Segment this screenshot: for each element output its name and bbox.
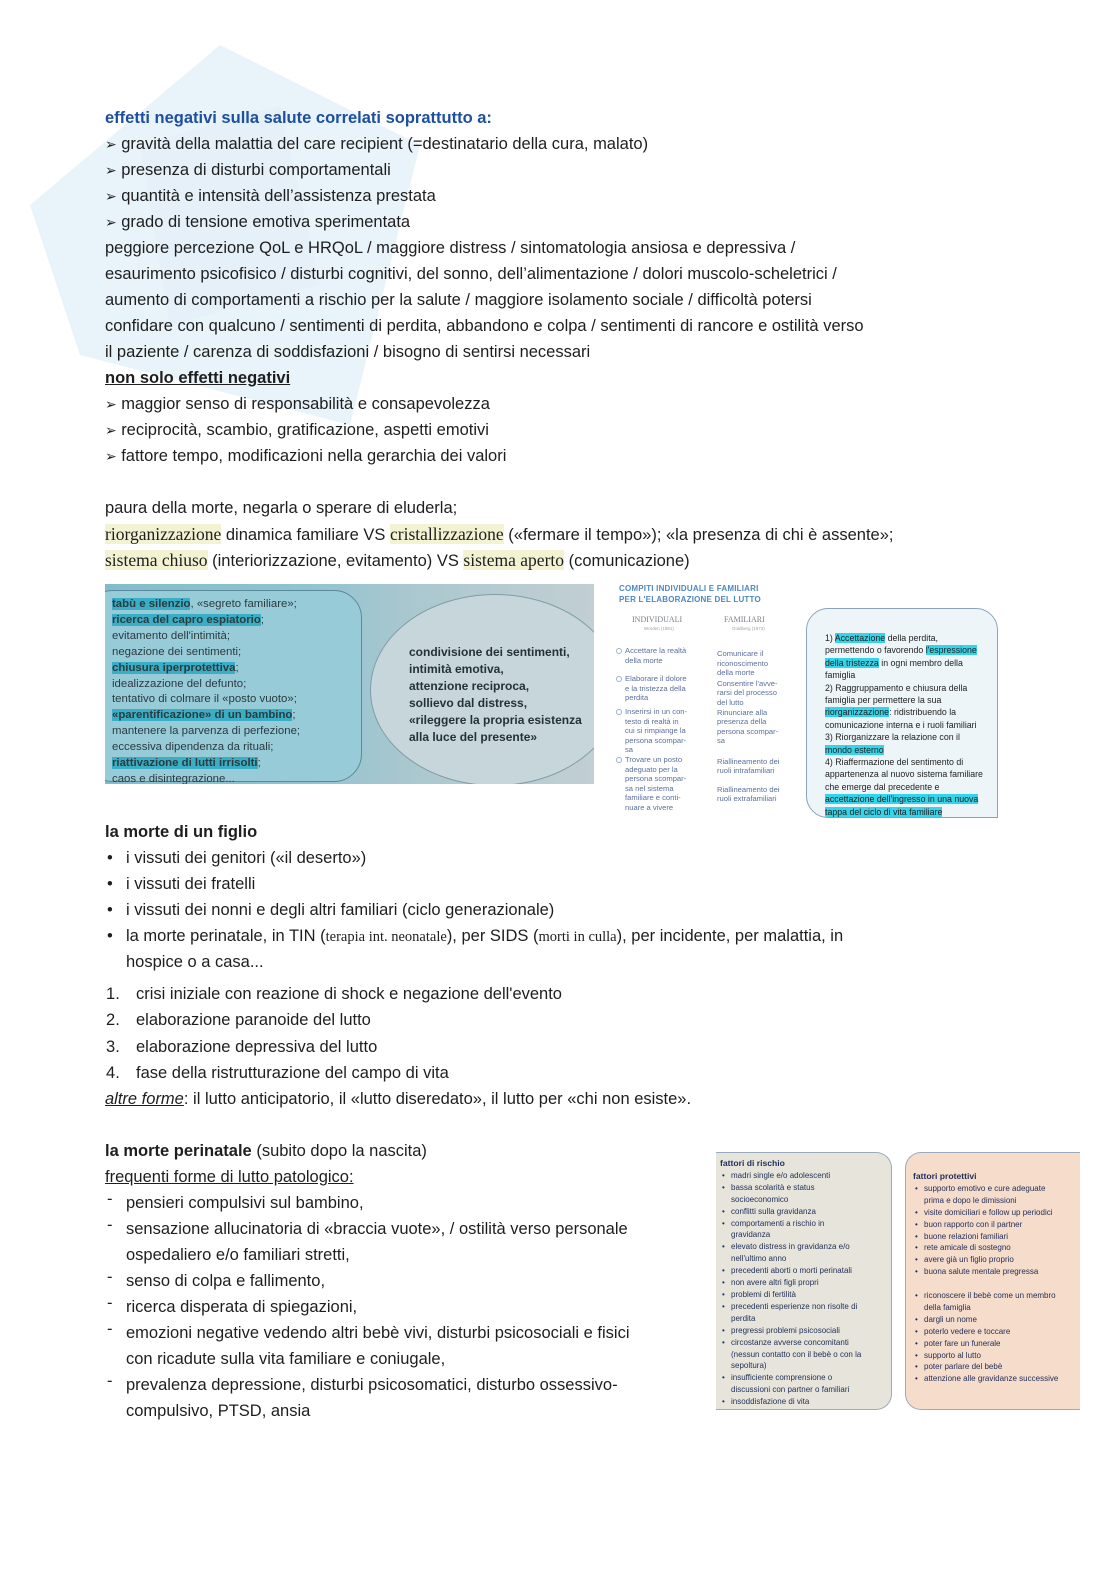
factor-item (720, 1372, 891, 1396)
item-line: testo di realtà in (625, 716, 679, 726)
item-line: con ricadute sulla vita familiare e coniugale, (126, 1350, 446, 1368)
paragraph-line: aumento di comportamenti a rischio per la salute / maggiore isolamento sociale / difficoltà potersi (105, 291, 812, 309)
task-item (717, 649, 779, 678)
grief-tasks-table-image (612, 584, 805, 818)
list-item: • i vissuti dei genitori («il deserto») (105, 845, 843, 871)
individual-tasks-column (625, 646, 687, 813)
item-line: • pregressi problemi psicosociali (731, 1325, 840, 1335)
item-line: socioeconomico (731, 1194, 789, 1204)
item-line: discussioni con partner o familiari (731, 1385, 850, 1395)
protective-factors-list (913, 1183, 1080, 1278)
other-forms-line (105, 1086, 691, 1112)
text-segment: ), per SIDS ( (446, 927, 539, 945)
item-line: persona scompar- (625, 735, 687, 745)
factor-item (720, 1277, 891, 1289)
item-line: persona scompar- (717, 726, 779, 736)
box-line: famiglia per permettere la sua (825, 695, 942, 706)
item-line: Riallineamento dei (717, 784, 780, 794)
closed-system-line: negazione dei sentimenti; (112, 645, 242, 658)
item-line: della morte (625, 655, 663, 665)
item-line: • poter parlare del bebè (924, 1362, 1003, 1372)
open-system-line: attenzione reciproca, (409, 679, 530, 693)
list-item (105, 1190, 630, 1216)
section-heading (105, 1138, 630, 1164)
box-line: che emerge dal precedente e (825, 781, 940, 792)
table-title: PER L'ELABORAZIONE DEL LUTTO (619, 595, 761, 604)
item-line: perdita (731, 1313, 756, 1323)
factor-item (720, 1241, 891, 1265)
family-system-line (105, 547, 893, 573)
text-segment: ; (257, 757, 261, 770)
item-line: Consentire l'avve- (717, 678, 778, 688)
item-line (126, 923, 843, 949)
closed-system-line (112, 613, 361, 629)
text-segment: morti in culla (538, 929, 617, 945)
text-segment: permettendo o favorendo (825, 645, 926, 656)
item-line: - emozioni negative vedendo altri bebè vivi, disturbi psicosociali e fisici (126, 1324, 630, 1342)
text-segment: ), per incidente, per malattia, in (616, 927, 844, 945)
factor-item (913, 1183, 1080, 1207)
task-item (625, 707, 687, 755)
task-item (717, 708, 779, 746)
family-tasks-column (717, 649, 779, 804)
factor-item (720, 1325, 891, 1337)
item-line: - senso di colpa e fallimento, (126, 1272, 326, 1290)
box-line: comunicazione interna e i ruoli familiari (825, 719, 977, 730)
item-line: Rinunciare alla (717, 707, 768, 717)
item-line: • insufficiente comprensione o (731, 1373, 833, 1383)
item-line: ruoli extrafamiliari (717, 794, 777, 804)
task-item (717, 785, 779, 804)
column-citation: Goldberg (1973) (732, 626, 765, 631)
item-line: - prevalenza depressione, disturbi psicosomatici, disturbo ossessivo- (126, 1376, 618, 1394)
item-line: sa (625, 745, 634, 755)
column-citation: Worden (1991) (644, 626, 674, 631)
list-item (105, 1320, 630, 1372)
list-item (105, 1268, 630, 1294)
item-line: della famiglia (924, 1302, 971, 1312)
list-item: ➢ fattore tempo, modificazioni nella gerarchia dei valori (105, 443, 893, 469)
item-line: cui si rimpiange la (625, 726, 686, 736)
text-segment: (interiorizzazione, evitamento) VS (207, 552, 464, 570)
column-header: INDIVIDUALI (632, 615, 683, 624)
heading-note: (subito dopo la nascita) (251, 1142, 427, 1160)
text-segment: ; (235, 661, 239, 674)
list-item: ➢ presenza di disturbi comportamentali (105, 157, 893, 183)
text-segment: dinamica familiare VS (221, 526, 391, 544)
item-line: Riallineamento dei (717, 756, 780, 766)
open-system-line: alla luce del presente» (409, 730, 538, 744)
factor-item (913, 1207, 1080, 1219)
item-line: - pensieri compulsivi sul bambino, (126, 1194, 364, 1212)
highlighted-text: della tristezza (825, 657, 879, 668)
grief-phases-list (105, 981, 691, 1112)
highlighted-text: mondo esterno (825, 744, 884, 755)
item-line: • conflitti sulla gravidanza (731, 1206, 816, 1216)
closed-system-panel (105, 590, 362, 782)
item-line: ospedaliero e/o familiari stretti, (126, 1246, 350, 1264)
text-segment: della perdita, (885, 633, 938, 643)
item-line: • insoddisfazione di vita (731, 1397, 810, 1407)
box-line (825, 644, 997, 656)
list-item: ➢ gravità della malattia del care recipient (=destinatario della cura, malato) (105, 131, 893, 157)
factor-item (913, 1314, 1080, 1326)
paragraph-line: peggiore percezione QoL e HRQoL / maggiore distress / sintomatologia ansiosa e depressiva / (105, 239, 796, 257)
highlighted-text: Accettazione (834, 633, 886, 643)
item-line: • bassa scolarità e status (731, 1182, 815, 1192)
box-line: 3) Riorganizzare la relazione con il (825, 732, 960, 743)
list-item: ➢ quantità e intensità dell’assistenza prestata (105, 183, 893, 209)
heading-text: la morte perinatale (105, 1142, 252, 1160)
factor-item (913, 1231, 1080, 1243)
highlighted-text: riattivazione di lutti irrisolti (112, 757, 258, 770)
item-line: • dargli un nome (924, 1314, 977, 1324)
closed-system-line (112, 597, 361, 613)
highlighted-text: ricerca del capro espiatorio (112, 613, 261, 626)
open-system-line: sollievo dal distress, (409, 696, 528, 710)
closed-system-line: idealizzazione del defunto; (112, 677, 247, 690)
closed-system-line: mantenere la parvenza di perfezione; (112, 725, 301, 738)
item-line: • buona salute mentale pregressa (924, 1267, 1039, 1277)
item-line: perdita (625, 693, 649, 703)
item-line: • precedenti esperienze non risolte di (731, 1301, 858, 1311)
highlighted-text: accettazione dell'ingresso in una nuova (825, 794, 979, 805)
item-line: sa (717, 736, 726, 746)
factor-item (720, 1265, 891, 1277)
paragraph-line: confidare con qualcuno / sentimenti di perdita, abbandono e colpa / sentimenti di rancore e ostilità verso (105, 317, 864, 335)
list-item: • i vissuti dei nonni e degli altri familiari (ciclo generazionale) (105, 897, 843, 923)
other-forms-label: altre forme (105, 1090, 184, 1109)
open-system-ellipse (370, 594, 594, 784)
highlighted-term: sistema chiuso (105, 550, 208, 570)
highlighted-text: l'espressione (925, 645, 977, 656)
section-heading: effetti negativi sulla salute correlati soprattutto a: (105, 109, 492, 127)
list-item (105, 1372, 630, 1424)
text-segment: in ogni membro della (878, 657, 963, 668)
item-line: • visite domiciliari e follow up periodici (924, 1207, 1053, 1217)
item-line: • buone relazioni familiari (924, 1231, 1009, 1241)
item-line: • problemi di fertilità (731, 1289, 796, 1299)
item-line: adeguato per la (625, 764, 678, 774)
closed-system-line (112, 708, 361, 724)
paragraph-line: esaurimento psicofisico / disturbi cognitivi, del sonno, dell’alimentazione / dolori muscolo-scheletrici / (105, 265, 837, 283)
protective-factors-panel (905, 1152, 1080, 1410)
list-item: ➢ maggior senso di responsabilità e consapevolezza (105, 391, 893, 417)
item-line: • buon rapporto con il partner (924, 1219, 1023, 1229)
child-death-section (105, 819, 843, 975)
text-segment: 1) (825, 633, 835, 643)
family-dynamics-line (105, 521, 893, 547)
item-line: del lutto (717, 697, 744, 707)
factor-item (720, 1206, 891, 1218)
text-segment: (comunicazione) (564, 552, 690, 570)
factor-item (913, 1266, 1080, 1278)
item-line: prima e dopo le dimissioni (924, 1195, 1017, 1205)
factor-item (913, 1254, 1080, 1266)
highlighted-text: «parentificazione» di un bambino (112, 709, 293, 722)
text-segment: la morte perinatale, in TIN ( (126, 927, 326, 945)
item-line: ruoli intrafamiliari (717, 766, 775, 776)
slide-photo-family-grief (105, 584, 594, 784)
factor-item (913, 1373, 1080, 1385)
box-line (825, 744, 997, 756)
text-segment: ; (260, 613, 264, 626)
factor-item (720, 1337, 891, 1373)
item-line: • non avere altri figli propri (731, 1278, 819, 1288)
list-item: crisi iniziale con reazione di shock e negazione dell'evento (136, 985, 562, 1003)
subsection-heading: frequenti forme di lutto patologico: (105, 1168, 354, 1186)
item-line: e la tristezza della (625, 683, 686, 693)
item-line: • comportamenti a rischio in (731, 1218, 825, 1228)
box-line (825, 706, 997, 718)
item-line: • rete amicale di sostegno (924, 1243, 1011, 1253)
protective-factors-list (913, 1290, 1080, 1385)
highlighted-text: chiusura iperprotettiva (112, 661, 236, 674)
factor-item (720, 1218, 891, 1242)
paragraph-line: paura della morte, negarla o sperare di eluderla; (105, 499, 458, 517)
item-line: sepoltura) (731, 1361, 767, 1371)
list-item: ➢ reciprocità, scambio, gratificazione, aspetti emotivi (105, 417, 893, 443)
factor-item (913, 1326, 1080, 1338)
item-line: • precedenti aborti o morti perinatali (731, 1266, 852, 1276)
item-line: compulsivo, PTSD, ansia (126, 1402, 311, 1420)
family-tasks-box (806, 608, 998, 818)
item-line: - sensazione allucinatoria di «braccia vuote», / ostilità verso personale (126, 1220, 628, 1238)
list-item: • i vissuti dei fratelli (105, 871, 843, 897)
item-line: Comunicare il (717, 649, 764, 658)
box-line (825, 793, 997, 805)
list-item: ➢ grado di tensione emotiva sperimentata (105, 209, 893, 235)
text-segment: : ridistribuendo la (889, 707, 957, 718)
text-segment: : il lutto anticipatorio, il «lutto diseredato», il lutto per «chi non esiste». (183, 1090, 692, 1109)
task-item (625, 674, 687, 703)
highlighted-term: cristallizzazione (390, 524, 504, 544)
subsection-heading: non solo effetti negativi (105, 369, 291, 387)
highlighted-term: riorganizzazione (105, 524, 222, 544)
factor-item (720, 1182, 891, 1206)
item-line: (nessun contatto con il bebè o con la (731, 1349, 862, 1359)
box-line: 2) Raggruppamento e chiusura della (825, 682, 968, 693)
item-line: persona scompar- (625, 774, 687, 784)
item-line: Trovare un posto (625, 754, 683, 764)
text-segment: terapia int. neonatale (325, 929, 447, 945)
list-item (105, 923, 843, 975)
open-system-line: «rileggere la propria esistenza (409, 713, 582, 727)
table-title: COMPITI INDIVIDUALI E FAMILIARI (619, 584, 759, 593)
factor-item (913, 1338, 1080, 1350)
box-line: 4) Riaffermazione del sentimento di (825, 757, 964, 768)
closed-system-line (112, 756, 361, 772)
highlighted-text: tabù e silenzio (112, 598, 191, 610)
item-line: • madri single e/o adolescenti (731, 1170, 831, 1180)
box-line (825, 657, 997, 669)
text-segment: ; (292, 709, 296, 722)
list-item (105, 1216, 630, 1268)
factor-item (913, 1350, 1080, 1362)
highlighted-text: tappa del ciclo di vita familiare (825, 806, 943, 817)
factor-item (913, 1290, 1080, 1314)
item-line: sa nel sistema (625, 783, 674, 793)
section-heading: la morte di un figlio (105, 823, 258, 841)
closed-system-line: eccessiva dipendenza da rituali; (112, 741, 274, 754)
box-line: appartenenza al nuovo sistema familiare (825, 769, 983, 780)
highlighted-text: riorganizzazione (825, 707, 890, 718)
box-line: famiglia (825, 670, 856, 681)
list-item (105, 1294, 630, 1320)
text-segment: («fermare il tempo»); «la presenza di chi è assente»; (503, 526, 894, 544)
item-line: • poterlo vedere e toccare (924, 1326, 1011, 1336)
task-item (717, 679, 779, 708)
item-line: presenza della (717, 717, 767, 727)
panel-title: fattori di rischio (720, 1158, 785, 1168)
item-line: Inserirsi in un con- (625, 706, 688, 716)
item-line: • poter fare un funerale (924, 1338, 1001, 1348)
blank-line (105, 469, 893, 495)
item-line: - ricerca disperata di spiegazioni, (126, 1298, 358, 1316)
list-item: fase della ristrutturazione del campo di vita (136, 1063, 449, 1082)
perinatal-death-section (105, 1138, 630, 1424)
item-line: • elevato distress in gravidanza e/o (731, 1242, 850, 1252)
task-item (625, 646, 687, 665)
factor-item (913, 1361, 1080, 1373)
closed-system-line: evitamento dell'intimità; (112, 629, 231, 642)
open-system-line: intimità emotiva, (409, 662, 504, 676)
risk-protective-factors-image (716, 1152, 1080, 1410)
factor-item (720, 1170, 891, 1182)
factor-item (913, 1219, 1080, 1231)
closed-system-line (112, 661, 361, 677)
caregiver-effects-section (105, 105, 893, 573)
item-line: • riconoscere il bebè come un membro (924, 1291, 1056, 1301)
item-line: riconoscimento (717, 658, 769, 668)
open-system-line: condivisione dei sentimenti, (409, 645, 570, 659)
list-item: elaborazione paranoide del lutto (136, 1011, 371, 1030)
task-item (717, 757, 779, 776)
item-line: • circostanze avverse concomitanti (731, 1337, 849, 1347)
paragraph-line: il paziente / carenza di soddisfazioni / bisogno di sentirsi necessari (105, 343, 591, 361)
box-line (825, 806, 997, 818)
list-item: elaborazione depressiva del lutto (136, 1037, 378, 1056)
panel-title: fattori protettivi (913, 1171, 977, 1181)
task-item (625, 755, 687, 813)
column-header: FAMILIARI (724, 615, 765, 624)
factor-item (913, 1242, 1080, 1254)
item-line: rarsi del processo (717, 688, 777, 698)
box-line (825, 632, 997, 644)
item-line: Accettare la realtà (625, 646, 687, 655)
item-line: • supporto al lutto (924, 1350, 981, 1360)
factor-item (720, 1301, 891, 1325)
item-line: • avere già un figlio proprio (924, 1255, 1014, 1265)
item-line: • attenzione alle gravidanze successive (924, 1374, 1059, 1384)
item-line: nuare a vivere (625, 802, 674, 812)
item-line: Elaborare il dolore (625, 674, 687, 684)
item-line: gravidanza (731, 1230, 771, 1240)
item-line: familiare e conti- (625, 793, 681, 803)
item-line: nell'ultimo anno (731, 1254, 787, 1264)
item-line: • supporto emotivo e cure adeguate (924, 1183, 1046, 1193)
highlighted-term: sistema aperto (463, 550, 565, 570)
risk-factors-panel (716, 1152, 892, 1410)
factor-item (720, 1289, 891, 1301)
item-line: hospice o a casa... (126, 953, 264, 971)
factor-item (720, 1396, 891, 1408)
item-line: della morte (717, 668, 755, 678)
risk-factors-list (720, 1170, 891, 1408)
text-segment: , «segreto familiare»; (190, 598, 297, 610)
closed-system-line: tentativo di colmare il «posto vuoto»; (112, 693, 297, 706)
closed-system-line: caos e disintegrazione... (112, 772, 235, 784)
